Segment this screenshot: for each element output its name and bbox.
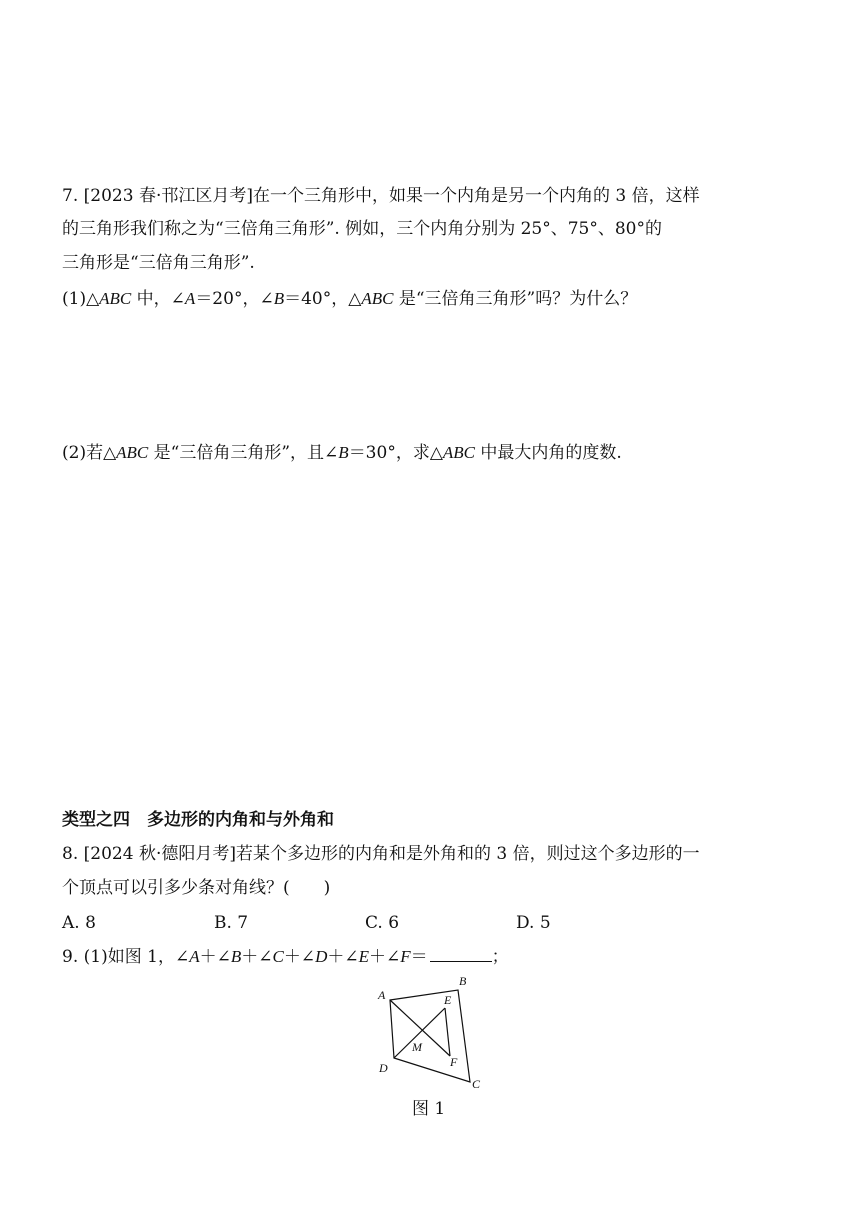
q9-part-1	[62, 945, 509, 969]
q7-p1-angle-a: A	[184, 289, 196, 308]
q7-p2-angle-b: B	[338, 443, 349, 462]
q7-line-2: 的三角形我们称之为“三倍角三角形”. 例如，三个内角分别为 25°、75°、80°的	[62, 219, 662, 239]
q9-number: 9.	[62, 947, 79, 967]
figure-label-f: F	[450, 1055, 458, 1069]
figure-label-e: E	[444, 993, 452, 1007]
q7-part-1	[62, 287, 637, 311]
q7-p1-t1: 中，∠	[131, 289, 185, 309]
q8-choice-a: A. 8	[62, 913, 96, 933]
figure-label-c: C	[472, 1077, 481, 1091]
q7-part-2	[62, 441, 622, 465]
figure-label-b: B	[459, 974, 467, 988]
q7-text-1: 在一个三角形中，如果一个内角是另一个内角的 3 倍，这样	[252, 186, 700, 206]
q7-p2-t1: 是“三倍角三角形”，且∠	[148, 443, 339, 463]
q8-choices	[62, 911, 662, 935]
q7-p2-t2: ＝30°，求△	[348, 443, 443, 463]
figure-label-a: A	[378, 988, 386, 1002]
q8-source: [2024 秋·德阳月考]	[83, 844, 236, 864]
q9-answer-blank[interactable]	[430, 947, 492, 962]
q7-line-1	[62, 184, 700, 208]
q7-p2-t3: 中最大内角的度数.	[475, 443, 622, 463]
figure-outer-quadrilateral	[390, 990, 470, 1082]
q8-choice-d: D. 5	[516, 913, 551, 933]
q7-p1-t4: 是“三倍角三角形”吗？为什么？	[393, 289, 638, 309]
q9-plus: ＋∠	[368, 947, 401, 967]
q8-number: 8.	[62, 844, 79, 864]
q9-plus: ＋∠	[327, 947, 359, 967]
q7-p1-t2: ＝20°，∠	[195, 289, 274, 309]
q9-equals: ＝	[410, 947, 428, 967]
q9-var-e: E	[358, 947, 369, 966]
q7-line-3: 三角形是“三倍角三角形”.	[62, 253, 255, 273]
figure-line-ef	[445, 1008, 450, 1056]
q7-p1-prefix: (1)△	[62, 289, 100, 309]
q8-text-1: 若某个多边形的内角和是外角和的 3 倍，则过这个多边形的一	[235, 844, 700, 864]
q7-p2-prefix: (2)若△	[62, 443, 117, 463]
q9-plus: ＋∠	[241, 947, 273, 967]
q9-var-c: C	[272, 947, 284, 966]
q7-p1-t3: ＝40°，△	[284, 289, 362, 309]
q8-line-2: 个顶点可以引多少条对角线？( )	[62, 878, 331, 898]
q7-p1-angle-b: B	[273, 289, 285, 308]
q7-p1-abc-2: ABC	[361, 289, 394, 308]
q9-var-b: B	[230, 947, 242, 966]
q9-var-d: D	[315, 947, 328, 966]
figure-label-m: M	[412, 1040, 422, 1054]
q9-var-f: F	[400, 947, 411, 966]
q7-number: 7.	[62, 186, 79, 206]
q8-choice-c: C. 6	[365, 913, 400, 933]
q9-prefix: (1)如图 1，∠	[78, 947, 190, 967]
q9-end: ；	[491, 947, 509, 967]
q7-source: [2023 春·邗江区月考]	[83, 186, 253, 206]
q7-p1-abc: ABC	[99, 289, 132, 308]
q7-p2-abc-2: ABC	[442, 443, 476, 462]
figure-1-caption: 图 1	[412, 1099, 446, 1119]
q7-p2-abc: ABC	[116, 443, 149, 462]
q8-line-1	[62, 842, 700, 866]
figure-1-diagram	[370, 972, 490, 1094]
q9-plus: ＋∠	[199, 947, 231, 967]
q8-choice-b: B. 7	[214, 913, 249, 933]
figure-label-d: D	[379, 1061, 388, 1075]
q9-var-a: A	[189, 947, 200, 966]
section-heading: 类型之四 多边形的内角和与外角和	[62, 810, 334, 830]
q9-plus: ＋∠	[283, 947, 316, 967]
